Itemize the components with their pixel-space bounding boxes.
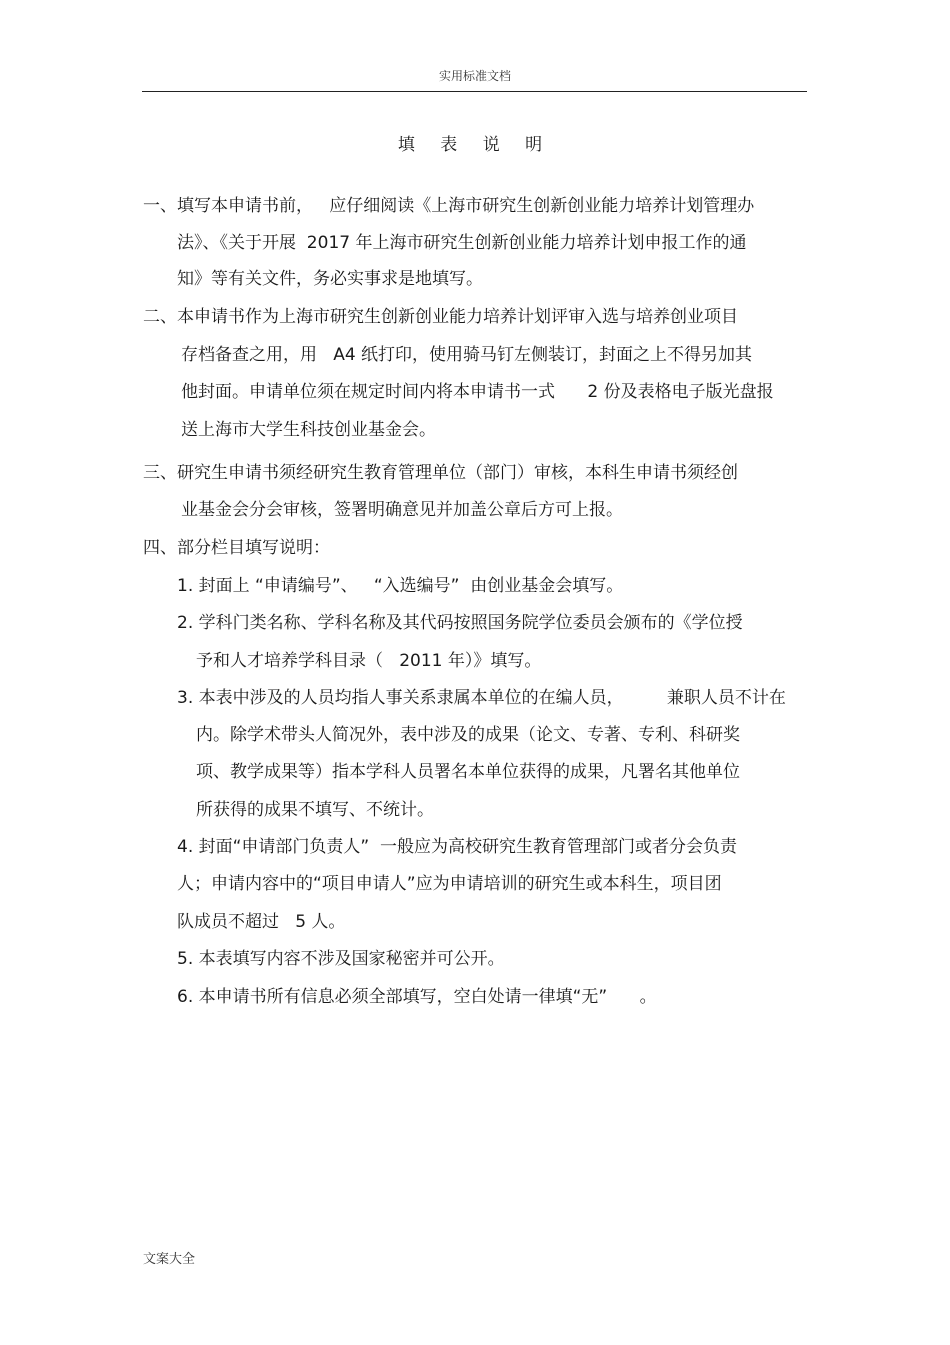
text-line: 内。除学术带头人简况外，表中涉及的成果（论文、专著、专利、科研奖 xyxy=(196,725,740,745)
text-line: 队成员不超过 5 人。 xyxy=(177,912,346,932)
text-line: 业基金会分会审核，签署明确意见并加盖公章后方可上报。 xyxy=(181,500,623,520)
text-line: 一、填写本申请书前， 应仔细阅读《上海市研究生创新创业能力培养计划管理办 xyxy=(143,196,755,216)
text-line: 2. 学科门类名称、学科名称及其代码按照国务院学位委员会颁布的《学位授 xyxy=(177,613,743,633)
text-line: 四、部分栏目填写说明： xyxy=(143,538,330,558)
text-line: 知》等有关文件，务必实事求是地填写。 xyxy=(177,269,483,289)
text-line: 4. 封面“申请部门负责人” 一般应为高校研究生教育管理部门或者分会负责 xyxy=(177,837,738,857)
header-divider xyxy=(142,91,807,92)
page-header: 实用标准文档 xyxy=(438,69,511,83)
text-line: 人；申请内容中的“项目申请人”应为申请培训的研究生或本科生，项目团 xyxy=(177,874,722,894)
text-line: 三、研究生申请书须经研究生教育管理单位（部门）审核，本科生申请书须经创 xyxy=(143,463,738,483)
text-line: 项、教学成果等）指本学科人员署名本单位获得的成果，凡署名其他单位 xyxy=(196,762,740,782)
text-line: 予和人才培养学科目录（ 2011 年）》填写。 xyxy=(196,651,542,671)
text-line: 所获得的成果不填写、不统计。 xyxy=(196,800,434,820)
text-line: 他封面。申请单位须在规定时间内将本申请书一式 2 份及表格电子版光盘报 xyxy=(181,382,774,402)
page-footer: 文案大全 xyxy=(143,1252,196,1267)
text-line: 1. 封面上 “申请编号”、 “入选编号” 由创业基金会填写。 xyxy=(177,576,624,596)
text-line: 法》、《关于开展 2017 年上海市研究生创新创业能力培养计划申报工作的通 xyxy=(177,233,747,253)
text-line: 存档备查之用，用 A4 纸打印，使用骑马钉左侧装订，封面之上不得另加其 xyxy=(181,345,753,365)
text-line: 二、本申请书作为上海市研究生创新创业能力培养计划评审入选与培养创业项目 xyxy=(143,307,738,327)
text-line: 送上海市大学生科技创业基金会。 xyxy=(181,420,436,440)
text-line: 3. 本表中涉及的人员均指人事关系隶属本单位的在编人员， 兼职人员不计在 xyxy=(177,688,786,708)
text-line: 5. 本表填写内容不涉及国家秘密并可公开。 xyxy=(177,949,505,969)
text-line: 6. 本申请书所有信息必须全部填写，空白处请一律填“无” 。 xyxy=(177,987,657,1007)
page-title: 填 表 说 明 xyxy=(397,135,553,155)
